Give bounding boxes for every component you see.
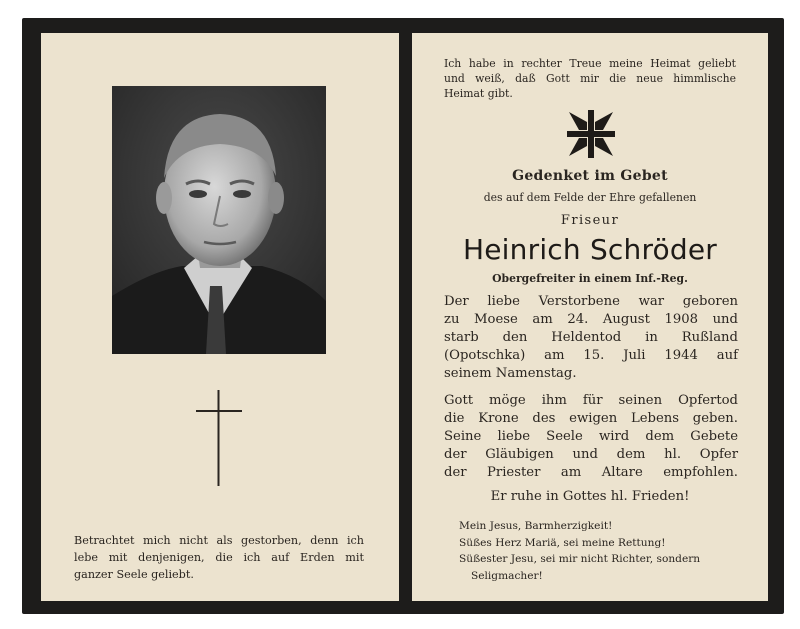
top-verse-line: Ich habe in rechter Treue meine Heimat geliebt: [444, 57, 736, 70]
left-verse: [74, 532, 364, 583]
military-rank: Obergefreiter in einem Inf.-Reg.: [492, 272, 688, 285]
top-verse-line: Heimat gibt.: [444, 87, 513, 100]
left-verse-line: Betrachtet mich nicht als gestorben, denn ich: [74, 534, 364, 547]
bio-line: Der liebe Verstorbene war geboren: [444, 294, 738, 309]
blessing-line: die Krone des ewigen Lebens geben.: [444, 411, 738, 426]
biography-paragraph: [444, 293, 738, 383]
left-verse-line: lebe mit denjenigen, die ich auf Erden mit: [74, 551, 364, 564]
latin-cross-icon: [196, 390, 242, 486]
closing-line: Er ruhe in Gottes hl. Frieden!: [490, 489, 690, 504]
bio-line: seinem Namenstag.: [444, 366, 577, 381]
prayer-line: Süßester Jesu, sei mir nicht Richter, sondern: [459, 553, 701, 565]
top-verse: [444, 56, 736, 101]
iron-cross-icon: [567, 110, 615, 158]
prayers: [459, 518, 741, 584]
bio-line: starb den Heldentod in Rußland: [444, 330, 738, 345]
prayer-line: Seligmacher!: [471, 569, 543, 582]
deceased-name: Heinrich Schröder: [463, 233, 717, 266]
heading: Gedenket im Gebet: [512, 168, 668, 184]
blessing-line: der Priester am Altare empfohlen.: [444, 465, 738, 480]
prayer-line: Mein Jesus, Barmherzigkeit!: [459, 520, 613, 532]
top-verse-line: und weiß, daß Gott mir die neue himmlische: [444, 72, 736, 85]
prayer-line: Süßes Herz Mariä, sei meine Rettung!: [459, 536, 666, 549]
subheading: des auf dem Felde der Ehre gefallenen: [483, 191, 697, 204]
blessing-line: Seine liebe Seele wird dem Gebete: [444, 429, 738, 444]
blessing-line: Gott möge ihm für seinen Opfertod: [444, 393, 738, 408]
bio-line: (Opotschka) am 15. Juli 1944 auf: [444, 348, 738, 363]
blessing-paragraph: [444, 392, 738, 482]
left-verse-line: ganzer Seele geliebt.: [74, 568, 194, 581]
profession: Friseur: [560, 213, 620, 228]
portrait-photo: [112, 86, 326, 354]
blessing-line: der Gläubigen und dem hl. Opfer: [444, 447, 738, 462]
bio-line: zu Moese am 24. August 1908 und: [444, 312, 738, 327]
